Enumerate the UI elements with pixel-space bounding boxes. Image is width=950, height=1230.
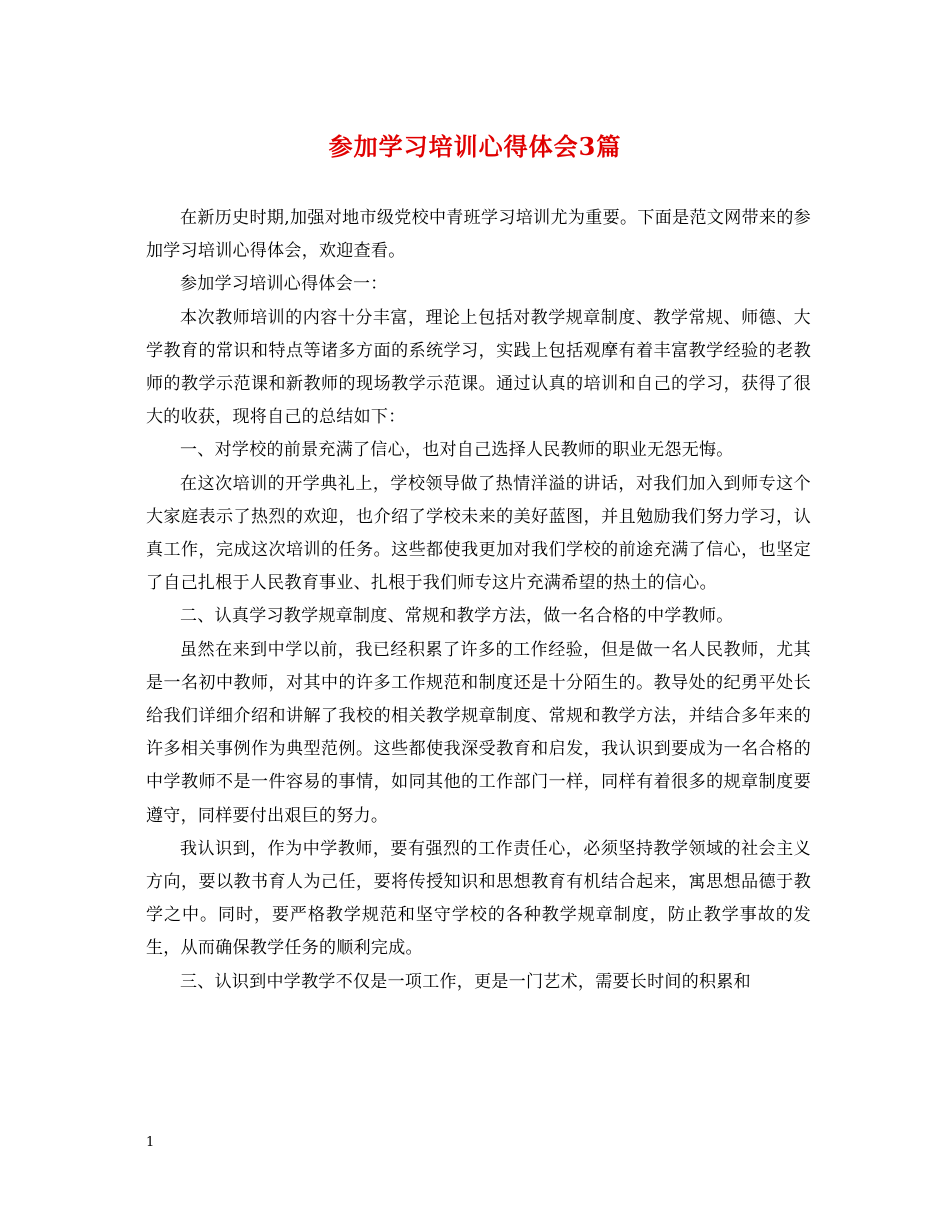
paragraph-point-two: 二、认真学习教学规章制度、常规和教学方法，做一名合格的中学教师。 (180, 606, 734, 627)
paragraph: 在这次培训的开学典礼上，学校领导做了热情洋溢的讲话，对我们加入到师专这个大家庭表示了热烈的欢迎，也介绍了学校未来的美好蓝图，并且勉励我们努力学习，认真工作，完成这次培训的任务。这些都使我更加对我们学校的前途充满了信心，也坚定了自己扎根于人民教育事业、扎根于我们师专这片充满希望的热土的信心。 (146, 473, 811, 594)
paragraph-point-three: 三、认识到中学教学不仅是一项工作，更是一门艺术，需要长时间的积累和 (180, 971, 751, 992)
page-number: 1 (146, 1135, 155, 1150)
paragraph: 虽然在来到中学以前，我已经积累了许多的工作经验，但是做一名人民教师，尤其是一名初中教师，对其中的许多工作规范和制度还是十分陌生的。教导处的纪勇平处长给我们详细介绍和讲解了我校的相关教学规章制度、常规和教学方法，并结合多年来的许多相关事例作为典型范例。这些都使我深受教育和启发，我认识到要成为一名合格的中学教师不是一件容易的事情，如同其他的工作部门一样，同样有着很多的规章制度要遵守，同样要付出艰巨的努力。 (146, 639, 811, 826)
document-title: 参加学习培训心得体会3篇 (328, 132, 622, 161)
paragraph: 本次教师培训的内容十分丰富，理论上包括对教学规章制度、教学常规、师德、大学教育的常识和特点等诸多方面的系统学习，实践上包括观摩有着丰富教学经验的老教师的教学示范课和新教师的现场教学示范课。通过认真的培训和自己的学习，获得了很大的收获，现将自己的总结如下： (146, 307, 811, 428)
document-body (146, 202, 811, 999)
paragraph: 我认识到，作为中学教师，要有强烈的工作责任心，必须坚持教学领域的社会主义方向，要以教书育人为己任，要将传授知识和思想教育有机结合起来，寓思想品德于教学之中。同时，要严格教学规范和坚守学校的各种教学规章制度，防止教学事故的发生，从而确保教学任务的顺利完成。 (146, 838, 811, 959)
paragraph-point-one: 一、对学校的前景充满了信心，也对自己选择人民教师的职业无怨无悔。 (180, 440, 734, 461)
paragraph-section-heading: 参加学习培训心得体会一： (180, 274, 388, 295)
paragraph-intro: 在新历史时期,加强对地市级党校中青班学习培训尤为重要。下面是范文网带来的参加学习培训心得体会，欢迎查看。 (146, 208, 811, 262)
